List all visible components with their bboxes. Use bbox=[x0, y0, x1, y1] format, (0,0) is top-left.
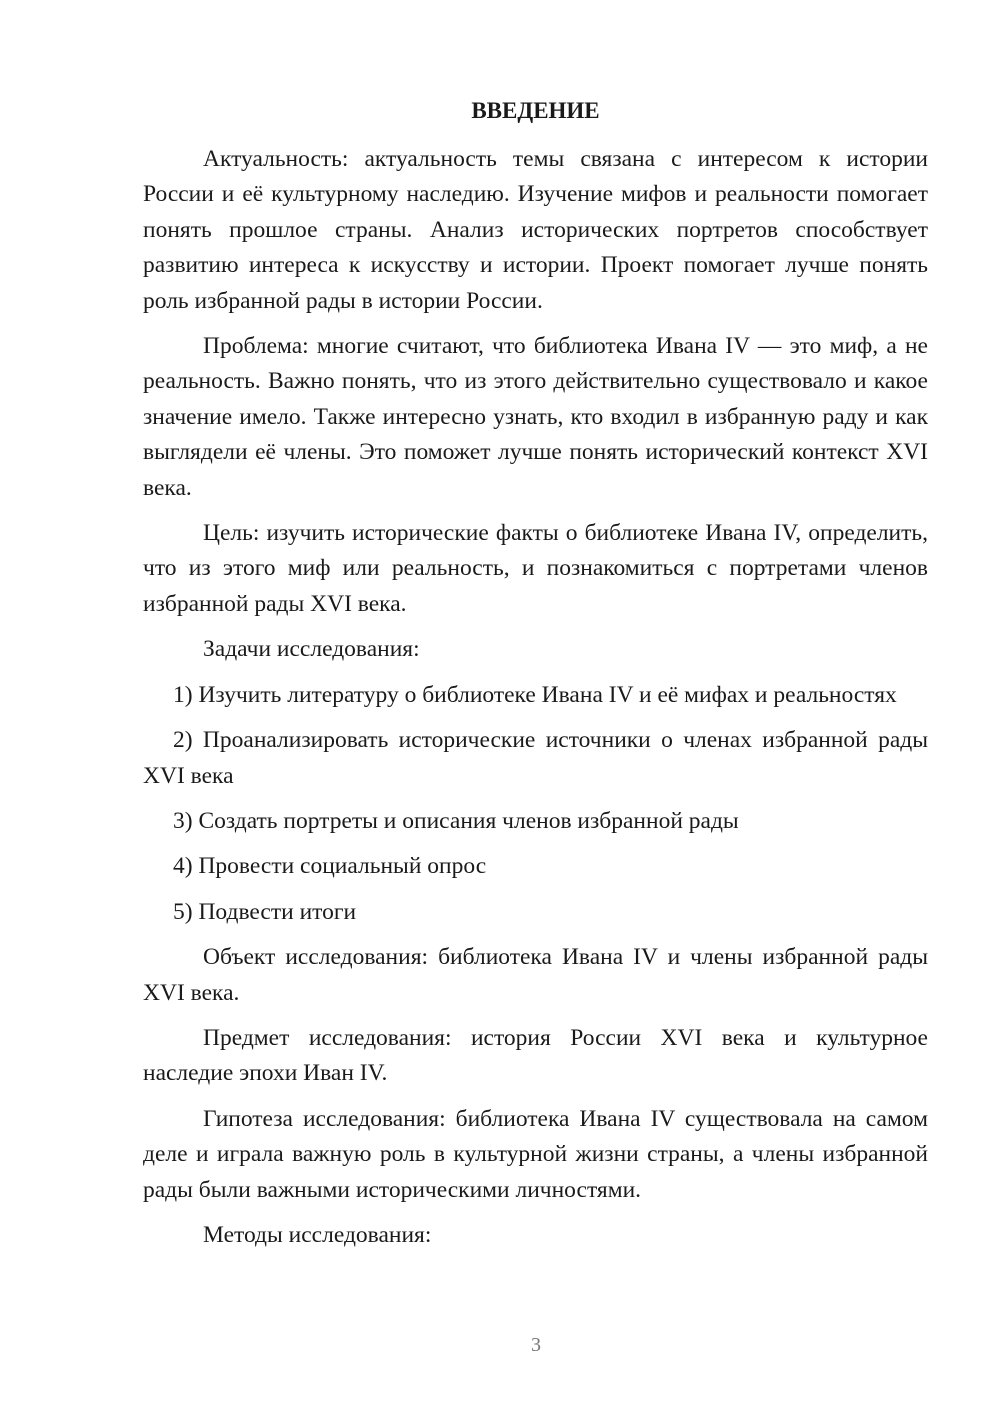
task-item: 1) Изучить литературу о библиотеке Ивана IV и её мифах и реальностях bbox=[173, 681, 897, 708]
page-title: ВВЕДЕНИЕ bbox=[471, 98, 600, 123]
paragraph-hypothesis: Гипотеза исследования: библиотека Ивана IV существовала на самом деле и играла важную роль в культурной жизни страны, а члены избранной рады были важными историческими личностями. bbox=[143, 1105, 928, 1203]
paragraph-tasks-heading: Задачи исследования: bbox=[203, 636, 420, 663]
page-number: 3 bbox=[531, 1334, 541, 1356]
paragraph-goal: Цель: изучить исторические факты о библиотеке Ивана IV, определить, что из этого миф или реальность, и познакомиться с портретами членов избранной рады XVI века. bbox=[143, 520, 928, 617]
task-item: 5) Подвести итоги bbox=[173, 898, 357, 925]
paragraph-problem: Проблема: многие считают, что библиотека Ивана IV — это миф, а не реальность. Важно понять, что из этого действительно существовало и какое значение имело. Также интересно узнать, кто входил в избранную раду и как выглядели её члены. Это поможет лучше понять исторический контекст XVI века. bbox=[143, 333, 928, 501]
paragraph-subject: Предмет исследования: история России XVI века и культурное наследие эпохи Иван IV. bbox=[143, 1024, 928, 1087]
paragraph-methods-heading: Методы исследования: bbox=[203, 1221, 432, 1248]
paragraph-relevance: Актуальность: актуальность темы связана с интересом к истории России и её культурному наследию. Изучение мифов и реальности помогает понять прошлое страны. Анализ исторических портретов способствует развитию интереса к искусству и истории. Проект помогает лучше понять роль избранной рады в истории России. bbox=[143, 146, 928, 314]
task-item: 4) Провести социальный опрос bbox=[173, 853, 487, 880]
task-item: 2) Проанализировать исторические источники о членах избранной рады XVI века bbox=[143, 727, 928, 789]
document-body bbox=[143, 142, 928, 1263]
paragraph-object: Объект исследования: библиотека Ивана IV и члены избранной рады XVI века. bbox=[143, 944, 928, 1006]
task-item: 3) Создать портреты и описания членов избранной рады bbox=[173, 807, 739, 834]
